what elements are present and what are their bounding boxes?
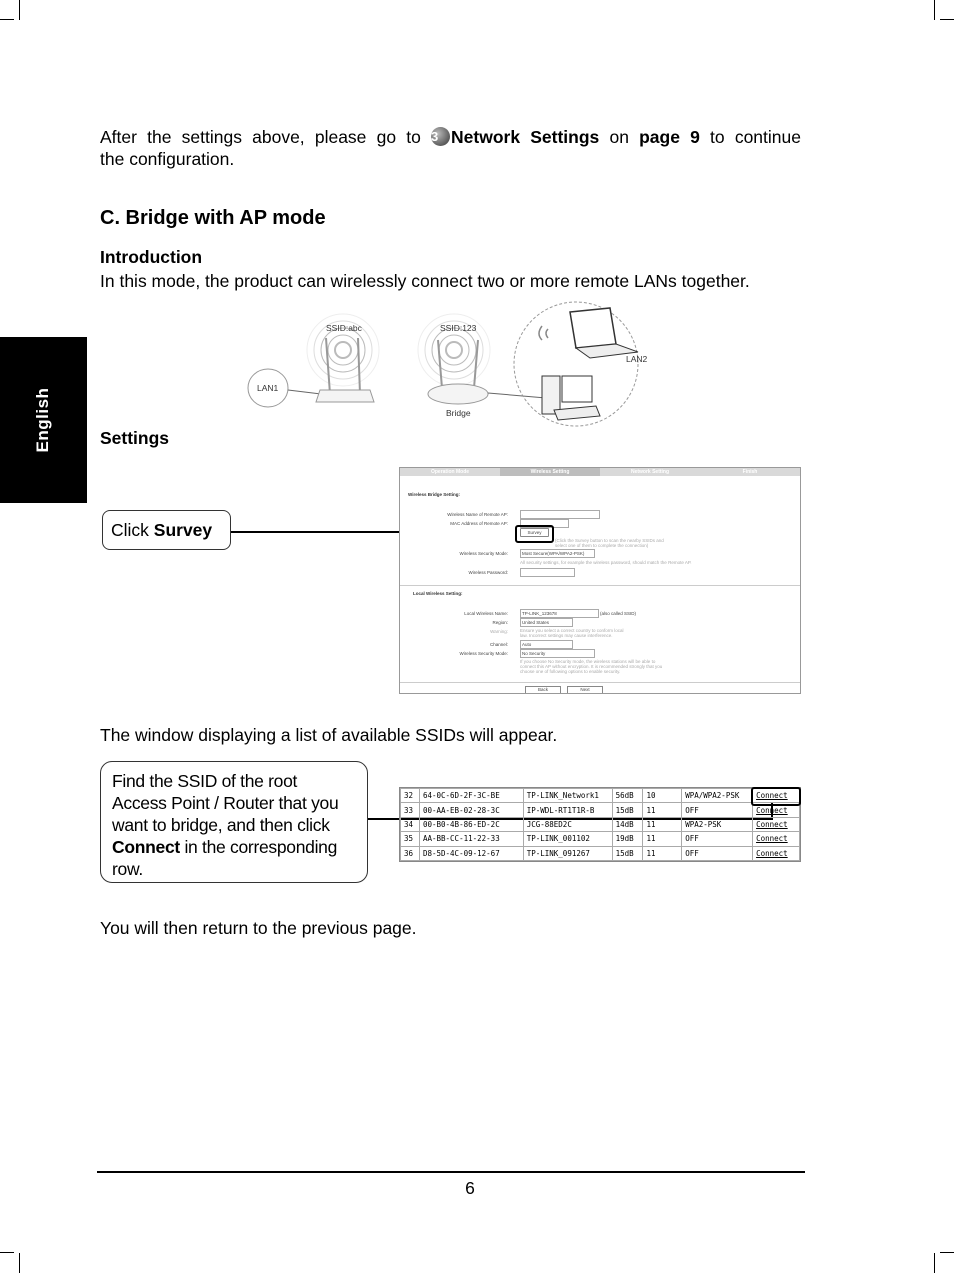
local-name-input[interactable]: TP-LINK_123678 [520,609,599,618]
section-divider [400,585,801,586]
connect-callout-line: Access Point / Router that you [112,793,339,813]
region-label: Region: [492,620,508,625]
introduction-text: In this mode, the product can wirelessly connect two or more remote LANs together. [100,271,750,291]
connect-callout-line: want to bridge, and then click [112,815,330,835]
ssid-cell-signal: 56dB [612,789,643,803]
warning-text: Ensure you select a correct country to conform local law. Incorrect settings may cause interference. [520,628,624,638]
ssid-list-screenshot [399,787,801,862]
ssid-cell-signal: 19dB [612,832,643,846]
connect-callout-bold: Connect [112,837,180,857]
connect-link[interactable]: Connect [753,789,800,803]
crop-mark [0,19,14,20]
survey-callout-bold: Survey [153,520,213,540]
security-label: Wireless Security Mode: [459,551,508,556]
ssid-table-row [401,803,800,817]
settings-heading: Settings [100,428,170,448]
ssid-cell-security: OFF [682,846,753,860]
ssid-cell-channel: 10 [643,789,682,803]
language-side-label: English [33,387,52,453]
password-input[interactable] [520,568,575,577]
section-title: C. Bridge with AP mode [100,207,326,229]
settings-tabbar [400,468,800,476]
connect-link[interactable]: Connect [753,832,800,846]
security-select[interactable]: Most Secure(WPA/WPA2-PSK) [520,549,595,558]
ssid-left-label: SSID:abc [326,323,362,333]
tab-wireless-setting[interactable]: Wireless Setting [500,468,600,476]
bridge-cable [488,393,546,398]
local-name-note: (also called SSID) [600,611,637,616]
page-number: 6 [465,1178,475,1198]
next-button[interactable]: Next [567,686,603,694]
bridge-label: Bridge [446,408,471,418]
ssid-cell-mac: 64-0C-6D-2F-3C-BE [419,789,523,803]
ssid-cell-mac: 00-B0-4B-86-ED-2C [419,817,523,831]
ssid-cell-security: WPA/WPA2-PSK [682,789,753,803]
password-label: Wireless Password: [468,570,508,575]
intro-after-text: to continue [699,127,801,147]
ssid-cell-channel: 11 [643,803,682,817]
crop-mark [940,1252,954,1253]
network-settings-link: Network Settings [451,127,600,147]
ssid-table-row [401,789,800,803]
crop-mark [19,0,20,20]
local-security-select[interactable]: No Security [520,649,595,658]
ssid-cell-id: 32 [401,789,420,803]
ssid-cell-signal: 15dB [612,803,643,817]
intro-text: After the settings above, please go to [100,127,432,147]
ssid-cell-id: 35 [401,832,420,846]
back-button[interactable]: Back [525,686,561,694]
connect-link[interactable]: Connect [753,846,800,860]
page-reference: page 9 [639,127,700,147]
ssid-cell-mac: AA-BB-CC-11-22-33 [419,832,523,846]
return-sentence: You will then return to the previous page. [100,918,417,938]
intro-on-text: on [599,127,640,147]
laptop-icon [570,308,638,358]
ssid-cell-channel: 11 [643,817,682,831]
connect-callout-line: Find the SSID of the root [112,771,298,791]
channel-select[interactable]: Auto [520,640,573,649]
ssid-cell-channel: 11 [643,832,682,846]
ssid-cell-mac: D8-5D-4C-09-12-67 [419,846,523,860]
tab-finish[interactable]: Finish [742,469,758,475]
local-name-label: Local Wireless Name: [464,611,508,616]
crop-mark [934,0,935,20]
local-section-title: Local Wireless Setting: [413,591,463,596]
channel-label: Channel: [489,642,508,647]
wifi-icon [539,326,542,340]
ssid-cell-security: OFF [682,832,753,846]
local-security-hint: If you choose No Security mode, the wireless stations will be able to connect this AP without encryption. It is recommended strongly that you choose one of following options to enable security. [520,659,663,674]
ssid-cell-id: 36 [401,846,420,860]
warning-label: Warning: [490,629,508,634]
ssid-cell-signal: 15dB [612,846,643,860]
survey-callout-text: Click [111,520,154,540]
ssid-table [400,788,800,861]
introduction-block [100,246,820,292]
step-3-icon: 3 [431,127,450,146]
connect-highlight [751,787,801,806]
remote-ap-label: Wireless Name of Remote AP: [447,512,508,517]
crop-mark [0,1252,14,1253]
ssid-cell-security: OFF [682,803,753,817]
ssid-cell-security: WPA2-PSK [682,817,753,831]
region-select[interactable]: United States [520,618,573,627]
intro-paragraph [100,126,801,170]
connect-link[interactable]: Connect [753,803,800,817]
connect-callout-line [112,836,367,858]
connect-callout [100,761,368,883]
remote-ap-input[interactable] [520,510,600,519]
lan1-label: LAN1 [257,383,279,393]
tab-network-setting[interactable]: Network Setting [630,469,670,475]
survey-callout [102,510,231,550]
lan1-cable [288,390,321,394]
ssid-cell-mac: 00-AA-EB-02-28-3C [419,803,523,817]
ssid-cell-channel: 11 [643,846,682,860]
ssid-cell-ssid: TP-LINK_Network1 [523,789,612,803]
tab-operation-mode[interactable]: Operation Mode [430,469,470,475]
ssid-cell-ssid: TP-LINK_091267 [523,846,612,860]
lan2-label: LAN2 [626,354,648,364]
ssid-table-row [401,832,800,846]
ssid-cell-id: 33 [401,803,420,817]
ssid-cell-ssid: TP-LINK_001102 [523,832,612,846]
footer-rule [97,1171,805,1173]
survey-hint: (Click the Survey button to scan the nearby SSIDs and select one of them to complete the connection) [555,538,664,548]
ssid-cell-signal: 14dB [612,817,643,831]
connect-callout-text: in the corresponding [179,837,338,857]
desktop-computer-icon [542,376,600,420]
security-hint: All security settings, for example the wireless password, should match the Remote AP. [520,560,692,565]
ssid-table-row [401,817,800,831]
ssid-table-row [401,846,800,860]
local-security-label: Wireless Security Mode: [459,651,508,656]
introduction-heading: Introduction [100,247,203,267]
ssid-right-label: SSID:123 [440,323,477,333]
crop-mark [19,1253,20,1273]
ssid-cell-ssid: JCG-88ED2C [523,817,612,831]
crop-mark [934,1253,935,1273]
mac-label: MAC Address of Remote AP: [450,521,508,526]
intro-line-2: the configuration. [100,149,235,169]
crop-mark [940,19,954,20]
bridge-section-title: Wireless Bridge Setting: [408,492,460,497]
footer-divider [400,682,801,683]
intro-line-1 [100,126,801,148]
ssid-cell-ssid: IP-WDL-RT1T1R-B [523,803,612,817]
ssid-cell-id: 34 [401,817,420,831]
survey-highlight [515,525,554,543]
connect-callout-line: row. [112,859,143,879]
ssid-window-sentence: The window displaying a list of available SSIDs will appear. [100,725,558,745]
survey-button[interactable]: Survey [520,528,549,537]
settings-screenshot [399,467,801,694]
bridge-diagram [246,298,650,430]
connect-link[interactable]: Connect [753,817,800,831]
